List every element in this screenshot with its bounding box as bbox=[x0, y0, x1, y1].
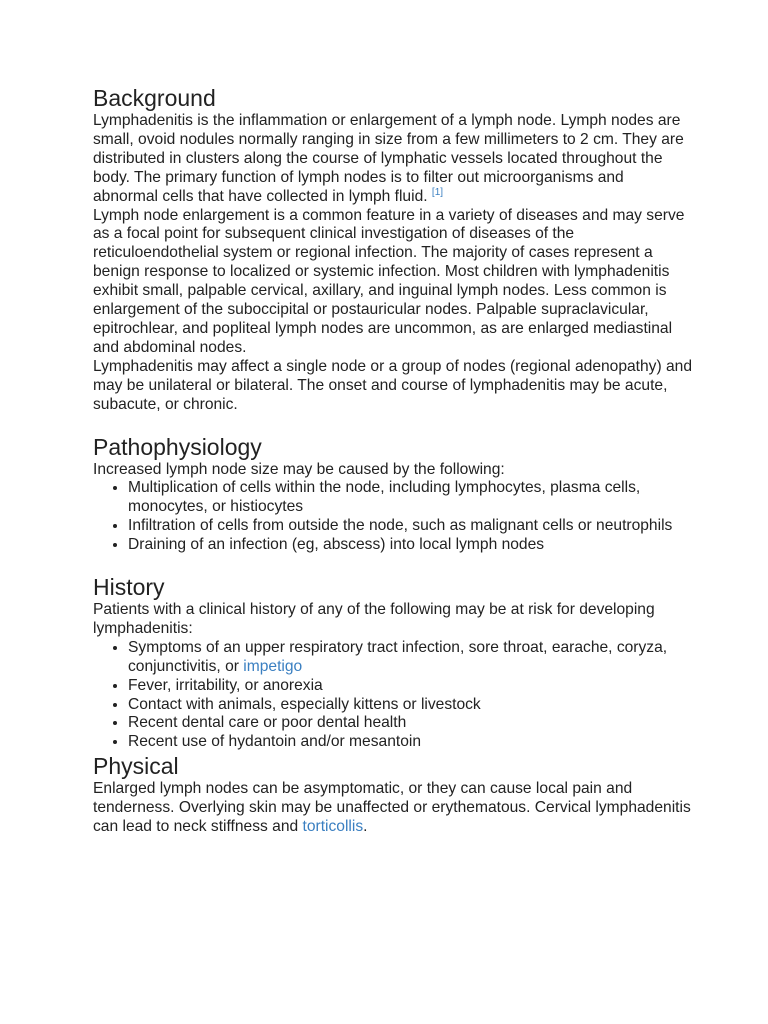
heading-physical: Physical bbox=[93, 753, 179, 780]
history-intro: Patients with a clinical history of any of the following may be at risk for developing lymphadenitis: bbox=[93, 601, 655, 637]
list-item: • Recent use of hydantoin and/or mesantoin bbox=[128, 733, 693, 752]
pathophysiology-intro: Increased lymph node size may be caused by the following: bbox=[93, 460, 505, 478]
heading-pathophysiology: Pathophysiology bbox=[93, 433, 262, 460]
document-page bbox=[93, 84, 693, 837]
background-p1-text: Lymphadenitis is the inflammation or enlargement of a lymph node. Lymph nodes are small, ovoid nodules normally ranging in size from a few millimeters to 2 cm. They are distributed in clusters along the course of lymphatic vessels located throughout the body. The primary function of lymph nodes is to filter out microorganisms and abnormal cells that have collected in lymph fluid. bbox=[93, 112, 684, 205]
section-spacer bbox=[93, 555, 693, 573]
list-item: • Infiltration of cells from outside the node, such as malignant cells or neutrophils bbox=[128, 517, 693, 536]
background-paragraph-3: Lymphadenitis may affect a single node or a group of nodes (regional adenopathy) and may be unilateral or bilateral. The onset and course of lymphadenitis may be acute, subacute, or chronic. bbox=[93, 357, 693, 413]
heading-background: Background bbox=[93, 85, 216, 111]
heading-history: History bbox=[93, 574, 165, 601]
citation-link-1[interactable]: [1] bbox=[431, 186, 444, 198]
list-item: • Recent dental care or poor dental health bbox=[128, 714, 693, 733]
history-item-1-text: Symptoms of an upper respiratory tract infection, sore throat, earache, coryza, conjunctivitis, or bbox=[128, 638, 668, 675]
background-paragraph-2: Lymph node enlargement is a common feature in a variety of diseases and may serve as a focal point for subsequent clinical investigation of diseases of the reticuloendothelial system or regional infection. The majority of cases represent a benign response to localized or systemic infection. Most children with lymphadenitis exhibit small, palpable cervical, axillary, and inguinal lymph nodes. Less common is enlargement of the suboccipital or postauricular nodes. Palpable supraclavicular, epitrochlear, and popliteal lymph nodes are uncommon, as are enlarged mediastinal and abdominal nodes. bbox=[93, 206, 685, 356]
list-item: • Contact with animals, especially kittens or livestock bbox=[128, 696, 693, 715]
torticollis-link[interactable]: torticollis bbox=[302, 818, 364, 836]
background-paragraph-1 bbox=[93, 112, 693, 207]
list-item: • Draining of an infection (eg, abscess) into local lymph nodes bbox=[128, 536, 693, 555]
list-item: • Fever, irritability, or anorexia bbox=[128, 677, 693, 696]
list-item: • Multiplication of cells within the node, including lymphocytes, plasma cells, monocytes, or histiocytes bbox=[128, 479, 693, 517]
list-item bbox=[128, 639, 693, 677]
physical-text: Enlarged lymph nodes can be asymptomatic, or they can cause local pain and tenderness. Overlying skin may be unaffected or erythematous. Cervical lymphadenitis can lead to neck stiffness and bbox=[93, 780, 691, 836]
physical-paragraph bbox=[93, 780, 693, 837]
history-list bbox=[93, 639, 693, 752]
physical-end: . bbox=[363, 818, 368, 836]
impetigo-link[interactable]: impetigo bbox=[243, 657, 303, 675]
section-spacer bbox=[93, 415, 693, 433]
pathophysiology-list bbox=[93, 479, 693, 555]
